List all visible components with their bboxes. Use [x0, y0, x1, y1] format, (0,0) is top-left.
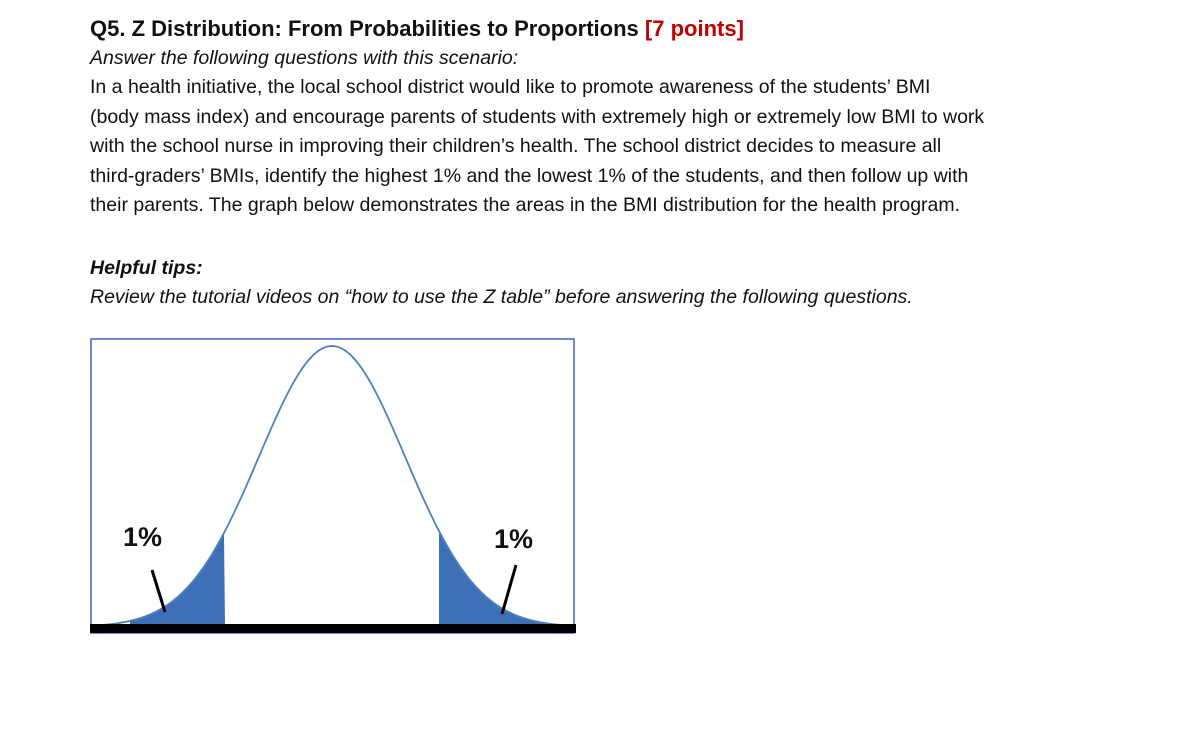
question-title	[90, 14, 1170, 44]
question-block	[90, 14, 1170, 312]
tips-text: Review the tutorial videos on “how to use the Z table” before answering the following questions.	[90, 285, 913, 308]
scenario-line: third-graders’ BMIs, identify the highest 1% and the lowest 1% of the students, and then follow up with	[90, 164, 969, 187]
question-points: [7 points]	[644, 16, 744, 41]
baseline-axis	[90, 624, 576, 633]
question-intro: Answer the following questions with this scenario:	[90, 47, 519, 69]
scenario-line: (body mass index) and encourage parents of students with extremely high or extremely low BMI to work	[90, 105, 985, 128]
scenario-line: their parents. The graph below demonstrates the areas in the BMI distribution for the health program.	[90, 194, 961, 216]
figure-frame	[91, 339, 574, 633]
scenario-line: with the school nurse in improving their children’s health. The school district decides to measure all	[90, 135, 942, 157]
question-title-text: Q5. Z Distribution: From Probabilities to Proportions	[90, 16, 639, 41]
scenario-paragraph	[90, 73, 1170, 221]
scenario-line: In a health initiative, the local school district would like to promote awareness of the students’ BMI	[90, 76, 931, 98]
bmi-distribution-figure	[90, 338, 576, 636]
tips-heading: Helpful tips:	[90, 256, 203, 279]
normal-curve-graphic	[90, 338, 576, 636]
right-tail-label: 1%	[494, 524, 534, 554]
left-tail-label: 1%	[123, 522, 163, 552]
